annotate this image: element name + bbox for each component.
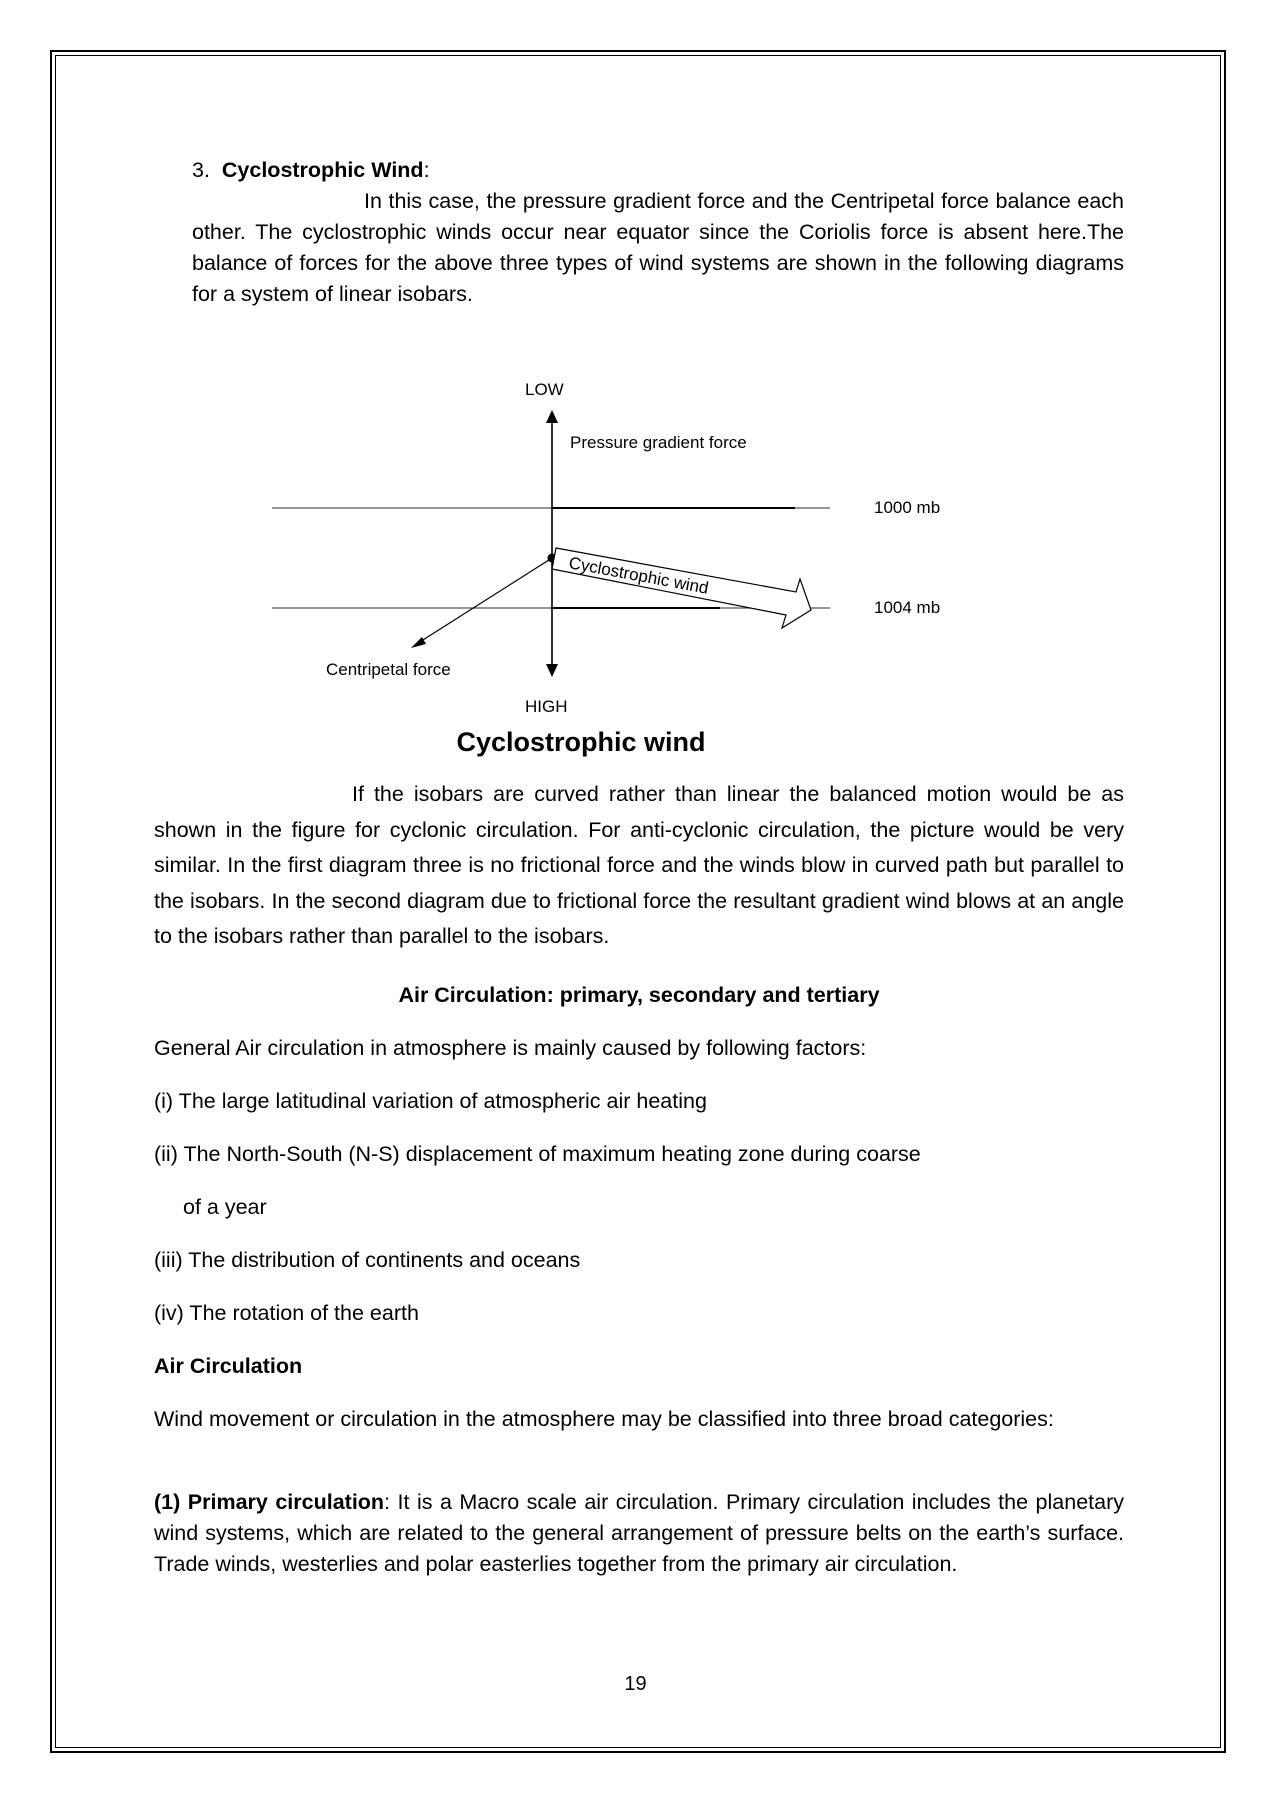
isobar-1004-label: 1004 mb: [874, 598, 941, 617]
factor-item-continuation: of a year: [183, 1195, 267, 1219]
high-label: HIGH: [525, 697, 568, 716]
general-intro: General Air circulation in atmosphere is mainly caused by following factors:: [154, 1036, 867, 1060]
factor-item: (iii) The distribution of continents and oceans: [154, 1248, 581, 1272]
classification-paragraph: [154, 1404, 1124, 1435]
primary-circulation-label: (1) Primary circulation: [154, 1490, 385, 1514]
centripetal-force-arrow: [415, 558, 552, 645]
primary-circulation-paragraph: [154, 1487, 1124, 1580]
section-colon: :: [423, 158, 430, 182]
curved-isobars-paragraph: [154, 777, 1124, 955]
pgf-label: Pressure gradient force: [570, 433, 747, 452]
air-circulation-heading: [154, 980, 1124, 1011]
centripetal-label: Centripetal force: [326, 660, 451, 679]
isobar-1000-label: 1000 mb: [874, 498, 941, 517]
high-arrowhead: [546, 664, 558, 677]
section-title: Cyclostrophic Wind: [221, 158, 424, 182]
diagram-caption: Cyclostrophic wind: [456, 727, 706, 757]
pgf-arrowhead: [546, 410, 558, 423]
section-number: 3.: [192, 158, 210, 182]
page-number: 19: [624, 1673, 647, 1695]
air-circulation-heading-text: Air Circulation: primary, secondary and tertiary: [398, 983, 880, 1007]
air-circulation-subheading: [154, 1351, 302, 1382]
cyclostrophic-paragraph: [192, 186, 1124, 310]
curved-isobars-text: If the isobars are curved rather than linear the balanced motion would be as shown in the figure for cyclonic circulation. For anti-cyclonic circulation, the picture would be very similar. In the first diagram three is no frictional force and the winds blow in curved path but parallel to the isobars. In the second diagram due to frictional force the resultant gradient wind blows at an angle to the isobars rather than parallel to the isobars.: [154, 782, 1124, 948]
centripetal-arrowhead: [411, 637, 426, 648]
wind-label: Cyclostrophic wind: [567, 553, 711, 598]
classification-text: Wind movement or circulation in the atmosphere may be classified into three broad categories:: [154, 1407, 1054, 1431]
cyclostrophic-paragraph-text: In this case, the pressure gradient force and the Centripetal force balance each other. The cyclostrophic winds occur near equator since the Coriolis force is absent here.The balance of forces for the above three types of wind systems are shown in the following diagrams for a system of linear isobars.: [192, 189, 1124, 306]
low-label: LOW: [525, 380, 564, 399]
cyclostrophic-diagram: [260, 370, 1000, 720]
factor-item: (iv) The rotation of the earth: [154, 1301, 419, 1325]
air-circulation-subheading-text: Air Circulation: [154, 1354, 303, 1378]
section-heading: [192, 155, 430, 186]
primary-circulation-text: : It is a Macro scale air circulation. Primary circulation includes the planetary wind systems, which are related to the general arrangement of pressure belts on the earth’s surface. Trade winds, westerlies and polar easterlies together from the primary air circulation.: [154, 1490, 1124, 1576]
factor-item: (ii) The North-South (N-S) displacement of maximum heating zone during coarse: [154, 1142, 921, 1166]
factor-item: (i) The large latitudinal variation of atmospheric air heating: [154, 1089, 707, 1113]
